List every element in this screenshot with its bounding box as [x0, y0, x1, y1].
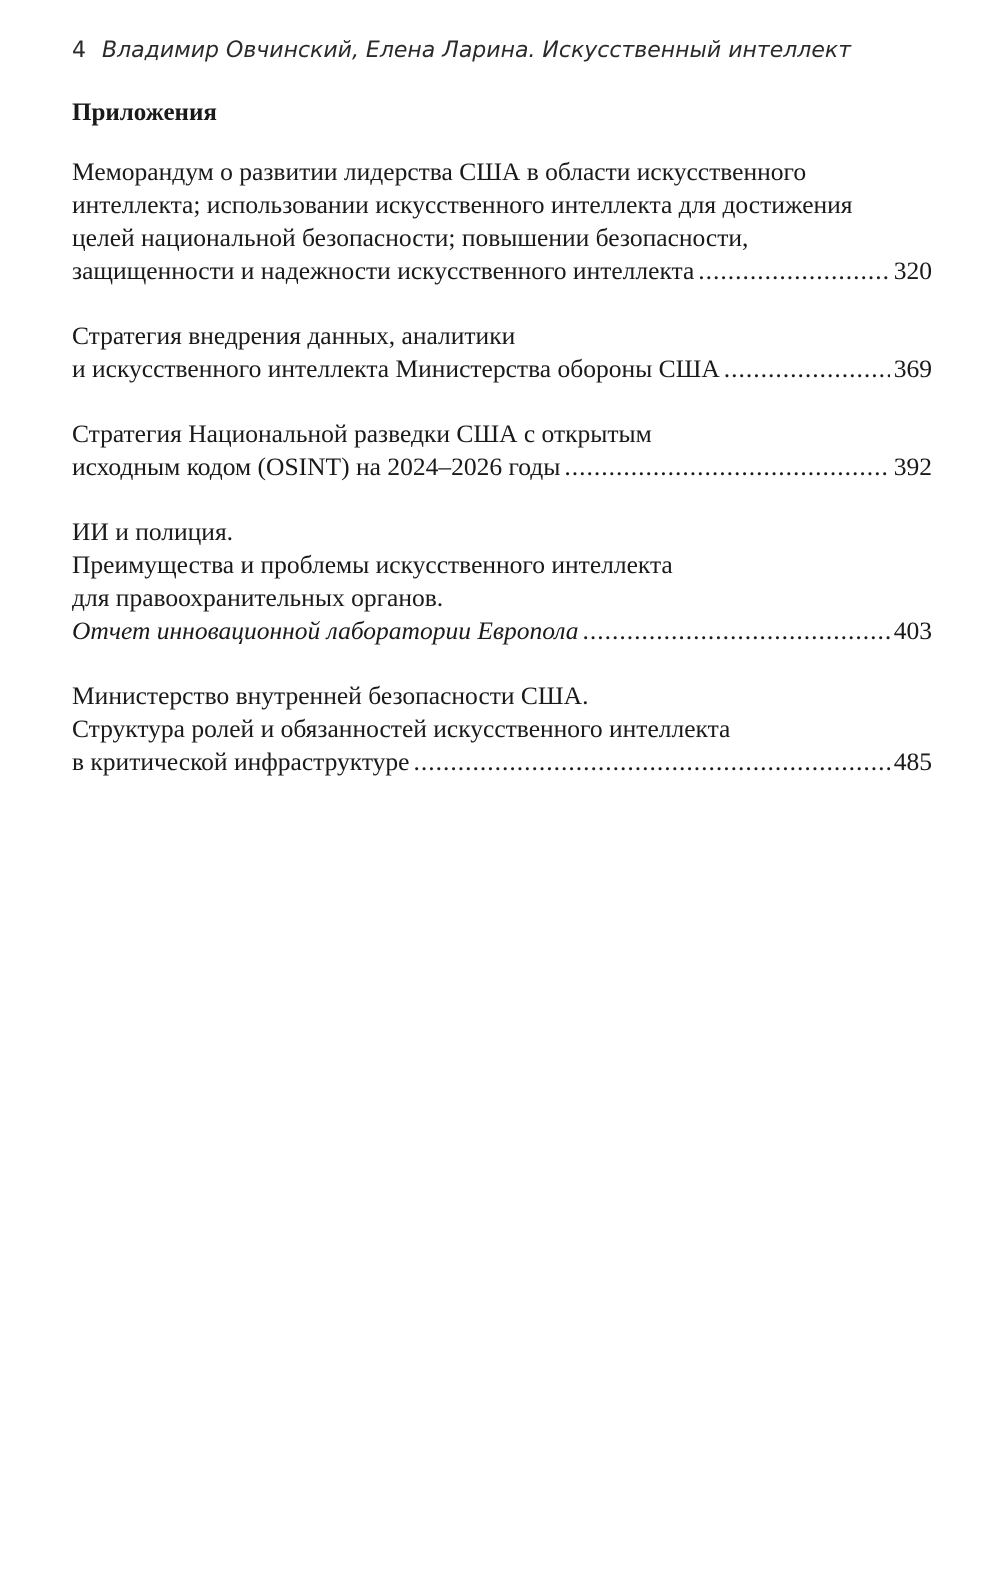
- toc-entry-line: и искусственного интеллекта Министерства обороны США: [72, 354, 720, 383]
- toc-entry-ai-police[interactable]: [72, 515, 932, 647]
- toc-entry-line: защищенности и надежности искусственного интеллекта: [72, 256, 695, 285]
- toc-entry-line: Преимущества и проблемы искусственного интеллекта: [72, 550, 673, 579]
- toc-page-number: 485: [893, 747, 932, 776]
- toc-entry-line: целей национальной безопасности; повышении безопасности,: [72, 223, 749, 252]
- section-heading: Приложения: [72, 99, 217, 126]
- toc-entry-line: Министерство внутренней безопасности США.: [72, 681, 589, 710]
- toc-entry-last-line: [72, 254, 932, 287]
- toc-entry-line: Меморандум о развитии лидерства США в области искусственного: [72, 157, 807, 186]
- toc-entry-line: Структура ролей и обязанностей искусственного интеллекта: [72, 714, 731, 743]
- toc-entry-last-line: [72, 352, 932, 385]
- running-header: [72, 34, 851, 68]
- dot-leader: [583, 614, 890, 647]
- toc-entry-dhs-framework[interactable]: [72, 679, 932, 778]
- toc-entry-last-line: [72, 745, 932, 778]
- toc-page-number: 369: [893, 354, 932, 383]
- toc-page-number: 403: [893, 616, 932, 645]
- toc-entry-line: для правоохранительных органов.: [72, 583, 444, 612]
- toc-entry-dod-strategy[interactable]: [72, 319, 932, 385]
- dot-leader: [564, 450, 889, 483]
- toc-entry-line: исходным кодом (OSINT) на 2024–2026 годы: [72, 452, 561, 481]
- toc-entry-line: ИИ и полиция.: [72, 517, 234, 546]
- toc-entry-line: Стратегия Национальной разведки США с открытым: [72, 419, 652, 448]
- toc-entry-line: интеллекта; использовании искусственного интеллекта для достижения: [72, 190, 853, 219]
- table-of-contents: [72, 155, 932, 810]
- toc-entry-line: Стратегия внедрения данных, аналитики: [72, 321, 516, 350]
- toc-entry-line: в критической инфраструктуре: [72, 747, 410, 776]
- dot-leader: [698, 254, 889, 287]
- dot-leader: [724, 352, 890, 385]
- toc-page-number: 392: [893, 452, 932, 481]
- toc-entry-osint-strategy[interactable]: [72, 417, 932, 483]
- page-number: 4: [72, 38, 86, 63]
- dot-leader: [413, 745, 889, 778]
- toc-entry-last-line: [72, 450, 932, 483]
- toc-entry-last-line: [72, 614, 932, 647]
- toc-entry-memorandum[interactable]: [72, 155, 932, 287]
- toc-entry-line: Отчет инновационной лаборатории Европола: [72, 616, 579, 645]
- toc-page-number: 320: [893, 256, 932, 285]
- running-title: Владимир Овчинский, Елена Ларина. Искусственный интеллект: [102, 38, 852, 63]
